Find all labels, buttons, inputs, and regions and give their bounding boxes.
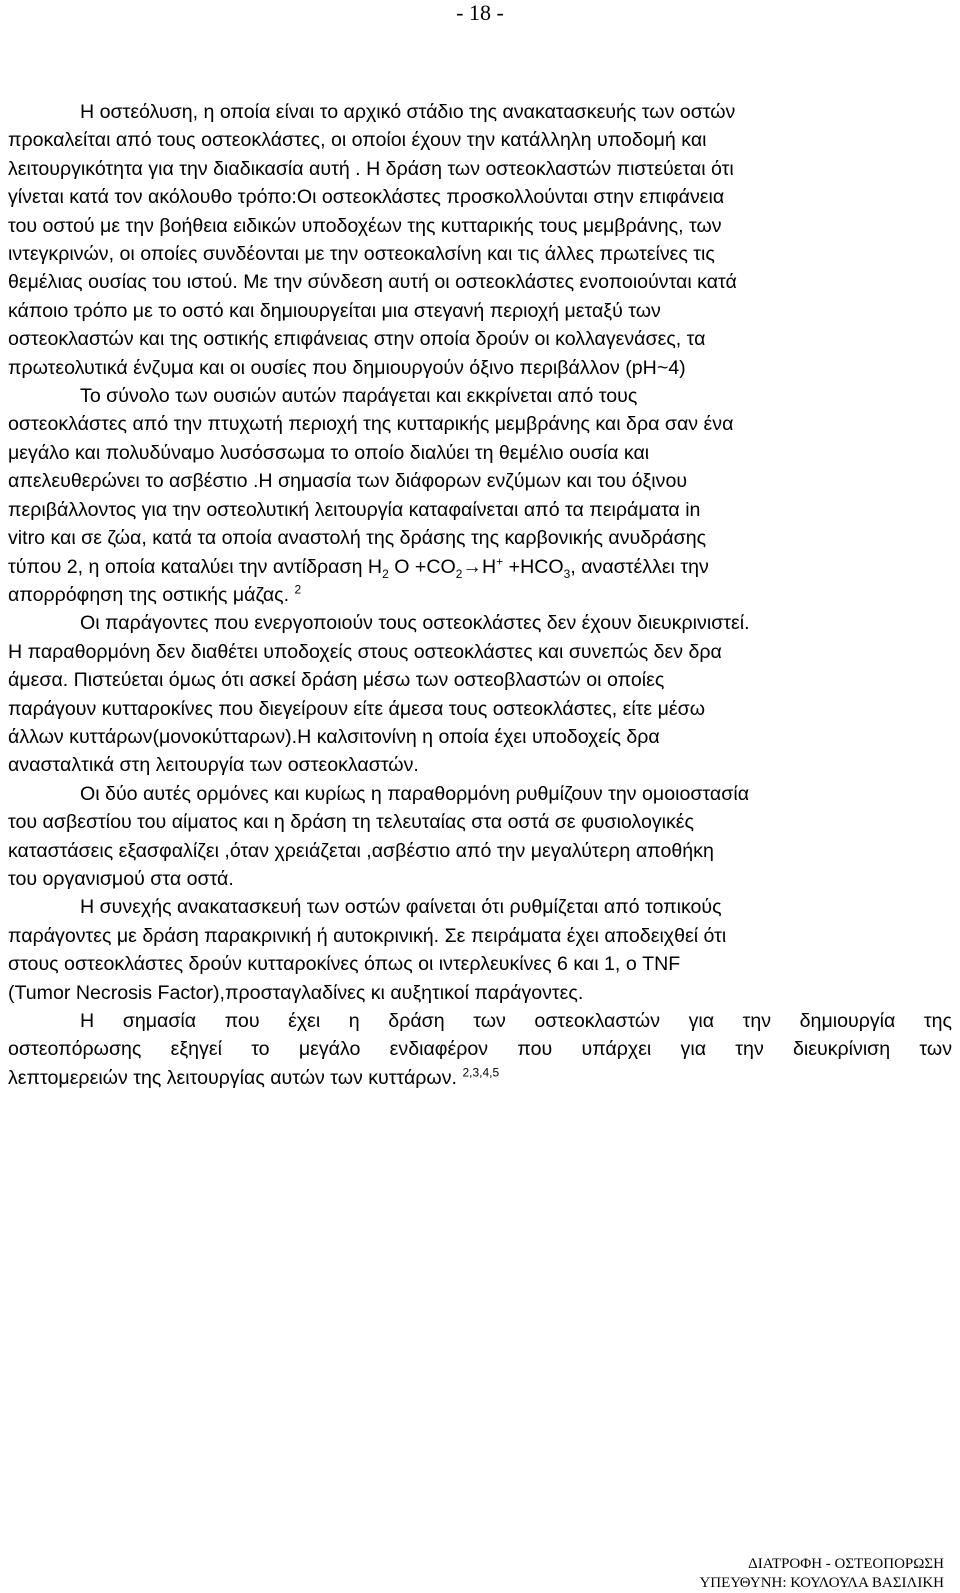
footer-title: ΔΙΑΤΡΟΦΗ - ΟΣΤΕΟΠΟΡΩΣΗ <box>748 1556 944 1572</box>
text-line-content: απορρόφηση της οστικής μάζας. <box>8 583 290 606</box>
text-line: περιβάλλοντος για την οστεολυτική λειτουργία καταφαίνεται από τα πειράματα in <box>8 498 701 521</box>
text-line: οστεοκλαστών και της οστικής επιφάνειας στην οποία δρούν οι κολλαγενάσες, τα <box>8 328 706 351</box>
reaction-line <box>8 553 952 581</box>
page-number: - 18 - <box>456 0 504 25</box>
text-line: Οι παράγοντες που ενεργοποιούν τους οστεοκλάστες δεν έχουν διευκρινιστεί. <box>80 612 750 635</box>
superscript: + <box>496 553 504 568</box>
reaction-text: →H <box>462 555 497 578</box>
reference-superscript: 2 <box>294 582 302 597</box>
subscript: 2 <box>455 566 463 581</box>
text-line: οστεοκλάστες από την πτυχωτή περιοχή της κυτταρικής μεμβράνης και δρα σαν ένα <box>8 413 734 436</box>
text-line: καταστάσεις εξασφαλίζει ,όταν χρειάζεται ,ασβέστιο από την μεγαλύτερη αποθήκη <box>8 839 714 862</box>
text-line: πρωτεολυτικά ένζυμα και οι ουσίες που δημιουργούν όξινο περιβάλλον (pH~4) <box>8 356 686 379</box>
text-line: άμεσα. Πιστεύεται όμως ότι ασκεί δράση μέσω των οστεοβλαστών οι οποίες <box>8 669 665 692</box>
text-line: Η παραθορμόνη δεν διαθέτει υποδοχείς στους οστεοκλάστες και συνεπώς δεν δρα <box>8 640 722 663</box>
text-line: vitro και σε ζώα, κατά τα οποία αναστολή της δράσης της καρβονικής ανυδράσης <box>8 527 707 550</box>
reference-superscript: 2,3,4,5 <box>462 1065 500 1080</box>
body-text <box>8 98 952 1092</box>
text-line: Οι δύο αυτές ορμόνες και κυρίως η παραθορμόνη ρυθμίζουν την ομοιοστασία <box>80 782 750 805</box>
text-line: λειτουργικότητα για την διαδικασία αυτή . Η δράση των οστεοκλαστών πιστεύεται ότι <box>8 157 734 180</box>
text-line: του οργανισμού στα οστά. <box>8 867 234 890</box>
text-line: (Tumor Necrosis Factor),προσταγλαδίνες κι αυξητικοί παράγοντες. <box>8 981 584 1004</box>
text-line: Το σύνολο των ουσιών αυτών παράγεται και εκκρίνεται από τους <box>80 385 638 408</box>
reaction-prefix: τύπου 2, η οποία καταλύει την αντίδραση H <box>8 555 383 578</box>
subscript: 3 <box>563 566 571 581</box>
reaction-text: +HCO <box>503 555 564 578</box>
text-line: κάποιο τρόπο με το οστό και δημιουργείται μια στεγανή περιοχή μεταξύ των <box>8 299 661 322</box>
text-line: στους οστεοκλάστες δρούν κυτταροκίνες όπως οι ιντερλευκίνες 6 και 1, ο TNF <box>8 953 681 976</box>
reaction-suffix: , αναστέλλει την <box>570 555 709 578</box>
footer-author: ΥΠΕΥΘΥΝΗ: ΚΟΥΛΟΥΛΑ ΒΑΣΙΛΙΚΗ <box>699 1575 944 1591</box>
text-line <box>8 1064 952 1092</box>
text-line: Η σημασία που έχει η δράση των οστεοκλαστών για την δημιουργία της <box>80 1010 952 1032</box>
text-line: γίνεται κατά τον ακόλουθο τρόπο:Οι οστεοκλάστες προσκολλούνται στην επιφάνεια <box>8 186 725 209</box>
text-line: του ασβεστίου του αίματος και η δράση τη τελευταίας στα οστά σε φυσιολογικές <box>8 811 694 834</box>
text-line: οστεοπόρωσης εξηγεί το μεγάλο ενδιαφέρον που υπάρχει για την διευκρίνιση των <box>8 1038 952 1061</box>
text-line: Η οστεόλυση, η οποία είναι το αρχικό στάδιο της ανακατασκευής των οστών <box>80 101 736 123</box>
text-line: παράγουν κυτταροκίνες που διεγείρουν είτε άμεσα τους οστεοκλάστες, είτε μέσω <box>8 697 706 720</box>
page-footer <box>699 1555 944 1593</box>
text-line-content: λεπτομερειών της λειτουργίας αυτών των κυττάρων. <box>8 1066 457 1089</box>
text-line <box>8 581 952 609</box>
text-line: απελευθερώνει το ασβέστιο .Η σημασία των διάφορων ενζύμων και του όξινου <box>8 470 688 493</box>
text-line: ανασταλτικά στη λειτουργία των οστεοκλαστών. <box>8 754 419 777</box>
reaction-text: O +CO <box>388 555 456 578</box>
text-line: ιντεγκρινών, οι οποίες συνδέονται με την οστεοκαλσίνη και τις άλλες πρωτείνες τις <box>8 243 715 266</box>
text-line: προκαλείται από τους οστεοκλάστες, οι οποίοι έχουν την κατάλληλη υποδομή και <box>8 129 707 152</box>
text-line: παράγοντες με δράση παρακρινική ή αυτοκρινική. Σε πειράματα έχει αποδειχθεί ότι <box>8 924 727 947</box>
text-line: του οστού με την βοήθεια ειδικών υποδοχέων της κυτταρικής τους μεμβράνης, των <box>8 214 722 237</box>
text-line: άλλων κυττάρων(μονοκύτταρων).Η καλσιτονίνη η οποία έχει υποδοχείς δρα <box>8 725 660 748</box>
text-line: θεμέλιας ουσίας του ιστού. Με την σύνδεση αυτή οι οστεοκλάστες ενοποιούνται κατά <box>8 271 737 294</box>
text-line: μεγάλο και πολυδύναμο λυσόσσωμα το οποίο διαλύει τη θεμέλιο ουσία και <box>8 441 650 464</box>
subscript: 2 <box>382 566 389 581</box>
text-line: Η συνεχής ανακατασκευή των οστών φαίνεται ότι ρυθμίζεται από τοπικούς <box>80 896 722 919</box>
